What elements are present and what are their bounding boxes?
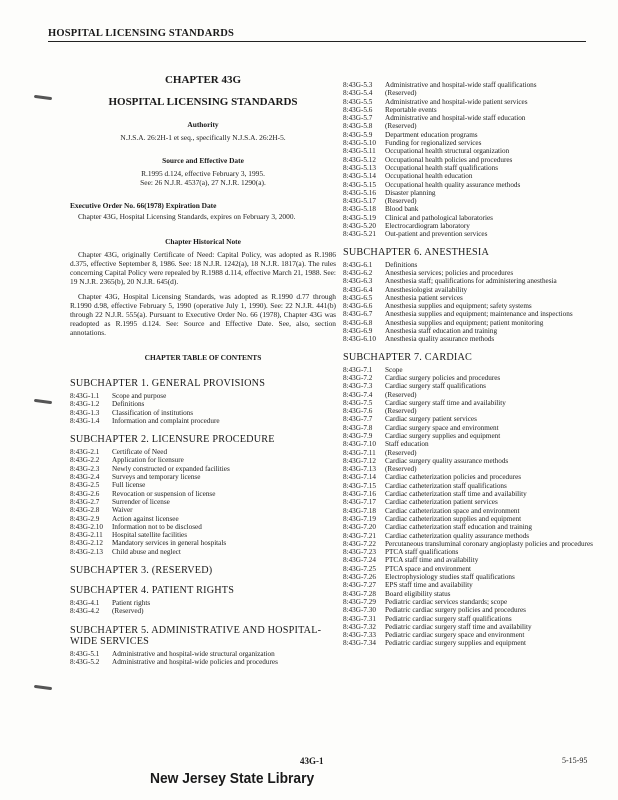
section-number: 8:43G-5.16 xyxy=(343,188,376,197)
toc-entry xyxy=(343,197,608,205)
section-number: 8:43G-2.6 xyxy=(70,489,100,498)
subchapter-heading: SUBCHAPTER 2. LICENSURE PROCEDURE xyxy=(70,434,275,446)
section-title: Classification of institutions xyxy=(112,408,194,417)
section-number: 8:43G-6.9 xyxy=(343,327,373,336)
toc-entry xyxy=(343,310,608,318)
section-title: (Reserved) xyxy=(385,122,417,131)
section-number: 8:43G-2.10 xyxy=(70,522,103,531)
section-title: Administrative and hospital-wide patient services xyxy=(385,97,528,106)
section-number: 8:43G-7.14 xyxy=(343,473,376,482)
section-number: 8:43G-6.10 xyxy=(343,335,376,344)
section-title: (Reserved) xyxy=(385,448,417,457)
toc-entry xyxy=(343,294,608,302)
section-title: Cardiac catheterization patient services xyxy=(385,498,498,507)
section-number: 8:43G-2.7 xyxy=(70,497,100,506)
toc-entry xyxy=(70,417,336,425)
section-number: 8:43G-7.1 xyxy=(343,365,373,374)
section-number: 8:43G-1.4 xyxy=(70,416,100,425)
section-number: 8:43G-2.5 xyxy=(70,481,100,490)
toc-entry xyxy=(343,366,608,374)
toc-entry xyxy=(343,473,608,481)
section-number: 8:43G-7.31 xyxy=(343,614,376,623)
page-number: 43G-1 xyxy=(300,756,324,766)
toc-entry xyxy=(70,523,336,531)
toc-entry xyxy=(343,498,608,506)
section-number: 8:43G-5.20 xyxy=(343,222,376,231)
section-number: 8:43G-5.17 xyxy=(343,197,376,206)
toc-entry xyxy=(343,581,608,589)
section-number: 8:43G-7.2 xyxy=(343,373,373,382)
section-number: 8:43G-7.6 xyxy=(343,407,373,416)
section-title: Administrative and hospital-wide structural organization xyxy=(112,649,275,658)
toc-entry xyxy=(343,615,608,623)
margin-mark xyxy=(34,95,52,100)
section-title: PTCA space and environment xyxy=(385,564,472,573)
toc-entry xyxy=(343,573,608,581)
section-number: 8:43G-7.29 xyxy=(343,597,376,606)
section-title: Anesthesia staff education and training xyxy=(385,327,498,336)
section-title: (Reserved) xyxy=(385,390,417,399)
toc-entry xyxy=(343,407,608,415)
toc-entry xyxy=(343,269,608,277)
executive-order-text: Chapter 43G, Hospital Licensing Standards, expires on February 3, 2000. xyxy=(78,212,296,221)
toc-entry xyxy=(70,506,336,514)
section-title: Administrative and hospital-wide staff qualifications xyxy=(385,81,537,89)
section-number: 8:43G-6.7 xyxy=(343,310,373,319)
toc-entry xyxy=(343,81,608,89)
page-date: 5-15-95 xyxy=(562,756,588,765)
toc-entry xyxy=(70,548,336,556)
section-number: 8:43G-5.18 xyxy=(343,205,376,214)
section-number: 8:43G-7.10 xyxy=(343,440,376,449)
section-number: 8:43G-7.23 xyxy=(343,548,376,557)
section-number: 8:43G-5.10 xyxy=(343,139,376,148)
toc-entry xyxy=(70,539,336,547)
right-column xyxy=(343,81,608,648)
executive-order-heading: Executive Order No. 66(1978) Expiration Date xyxy=(70,201,217,210)
section-number: 8:43G-7.33 xyxy=(343,631,376,640)
section-title: (Reserved) xyxy=(112,607,144,616)
source-line-1: R.1995 d.124, effective February 3, 1995. xyxy=(141,169,265,178)
section-title: Pediatric cardiac surgery space and environment xyxy=(385,631,525,640)
subchapter-heading: SUBCHAPTER 3. (RESERVED) xyxy=(70,565,213,577)
section-number: 8:43G-7.7 xyxy=(343,415,373,424)
toc-entry xyxy=(343,532,608,540)
section-title: Anesthesiologist availability xyxy=(385,285,468,294)
section-number: 8:43G-5.5 xyxy=(343,97,373,106)
section-title: Surveys and temporary license xyxy=(112,473,201,482)
toc-entry xyxy=(343,106,608,114)
section-title: Mandatory services in general hospitals xyxy=(112,539,227,548)
historical-note-p2: Chapter 43G, Hospital Licensing Standards, was adopted as R.1990 d.77 through R.1990 d.98, effective February 5, 1990 (operative July 1, 1990). See: 22 N.J.R. 441(b) through 22 N.J.R. 555(a). Pursuant to Executive Order No. 66 (1978), Chapter 43G was readopted as R.1995 d.124. See: Source and Effective Date. See, also, section annotations. xyxy=(70,292,336,337)
section-number: 8:43G-5.1 xyxy=(70,649,100,658)
section-number: 8:43G-7.8 xyxy=(343,423,373,432)
section-title: Staff education xyxy=(385,440,429,449)
section-number: 8:43G-5.3 xyxy=(343,81,373,89)
section-number: 8:43G-2.12 xyxy=(70,539,103,548)
section-number: 8:43G-2.1 xyxy=(70,448,100,457)
section-title: Pediatric cardiac surgery staff qualifications xyxy=(385,614,512,623)
section-number: 8:43G-7.21 xyxy=(343,531,376,540)
section-title: Anesthesia patient services xyxy=(385,293,463,302)
toc-entry xyxy=(343,548,608,556)
toc-entry xyxy=(70,498,336,506)
section-title: Board eligibility status xyxy=(385,589,451,598)
section-number: 8:43G-2.8 xyxy=(70,506,100,515)
toc-entry xyxy=(343,598,608,606)
toc-entry xyxy=(70,456,336,464)
toc-entry xyxy=(343,214,608,222)
toc-entry xyxy=(343,205,608,213)
section-title: Information not to be disclosed xyxy=(112,522,202,531)
source-line-2: See: 26 N.J.R. 4537(a), 27 N.J.R. 1290(a). xyxy=(140,178,266,187)
section-title: (Reserved) xyxy=(385,197,417,206)
toc-entry xyxy=(343,399,608,407)
toc-entry xyxy=(343,465,608,473)
section-number: 8:43G-7.16 xyxy=(343,490,376,499)
section-title: Anesthesia services; policies and procedures xyxy=(385,268,514,277)
section-title: Hospital satellite facilities xyxy=(112,531,188,540)
section-number: 8:43G-6.3 xyxy=(343,277,373,286)
section-number: 8:43G-2.9 xyxy=(70,514,100,523)
section-number: 8:43G-7.24 xyxy=(343,556,376,565)
section-title: EPS staff time and availability xyxy=(385,581,473,590)
toc-entry xyxy=(343,590,608,598)
section-number: 8:43G-2.2 xyxy=(70,456,100,465)
section-title: Cardiac catheterization space and environment xyxy=(385,506,520,515)
section-title: Administrative and hospital-wide policies and procedures xyxy=(112,657,278,666)
toc-entry xyxy=(70,515,336,523)
section-title: Cardiac catheterization supplies and equipment xyxy=(385,514,522,523)
section-title: Department education programs xyxy=(385,130,478,139)
section-number: 8:43G-7.27 xyxy=(343,581,376,590)
section-title: Cardiac surgery supplies and equipment xyxy=(385,431,501,440)
section-number: 8:43G-5.9 xyxy=(343,130,373,139)
section-title: Cardiac surgery patient services xyxy=(385,415,477,424)
toc-entry xyxy=(343,490,608,498)
subchapter-heading: SUBCHAPTER 7. CARDIAC xyxy=(343,351,473,363)
section-title: Revocation or suspension of license xyxy=(112,489,216,498)
toc-entry xyxy=(343,382,608,390)
source-heading: Source and Effective Date xyxy=(162,156,244,165)
section-number: 8:43G-6.6 xyxy=(343,302,373,311)
section-title: Cardiac surgery space and environment xyxy=(385,423,499,432)
toc-entry xyxy=(343,89,608,97)
section-title: Action against licensee xyxy=(112,514,179,523)
section-number: 8:43G-5.2 xyxy=(70,657,100,666)
section-number: 8:43G-5.11 xyxy=(343,147,376,156)
toc-entry xyxy=(70,481,336,489)
section-title: Blood bank xyxy=(385,205,419,214)
section-title: Certificate of Need xyxy=(112,448,168,457)
section-number: 8:43G-1.3 xyxy=(70,408,100,417)
section-number: 8:43G-7.12 xyxy=(343,456,376,465)
section-title: Child abuse and neglect xyxy=(112,547,181,556)
section-title: Surrender of license xyxy=(112,497,170,506)
toc-entry xyxy=(343,623,608,631)
section-title: Full license xyxy=(112,481,146,490)
section-number: 8:43G-5.12 xyxy=(343,155,376,164)
section-title: Funding for regionalized services xyxy=(385,139,482,148)
toc-entry xyxy=(343,147,608,155)
section-number: 8:43G-7.28 xyxy=(343,589,376,598)
section-title: (Reserved) xyxy=(385,89,417,98)
section-title: Occupational health quality assurance methods xyxy=(385,180,521,189)
section-title: Application for licensure xyxy=(112,456,184,465)
section-title: Anesthesia supplies and equipment; patient monitoring xyxy=(385,318,544,327)
toc-entry xyxy=(343,540,608,548)
running-header: HOSPITAL LICENSING STANDARDS xyxy=(48,28,235,39)
left-toc xyxy=(70,378,336,666)
section-title: Electrocardiogram laboratory xyxy=(385,222,470,231)
section-number: 8:43G-5.4 xyxy=(343,89,373,98)
toc-entry xyxy=(70,599,336,607)
toc-entry xyxy=(343,565,608,573)
section-title: Clinical and pathological laboratories xyxy=(385,213,493,222)
section-number: 8:43G-6.2 xyxy=(343,268,373,277)
section-title: (Reserved) xyxy=(385,465,417,474)
section-number: 8:43G-7.32 xyxy=(343,622,376,631)
toc-entry xyxy=(343,172,608,180)
section-title: Pediatric cardiac services standards; scope xyxy=(385,597,508,606)
section-title: PTCA staff time and availability xyxy=(385,556,479,565)
section-title: Newly constructed or expanded facilities xyxy=(112,464,230,473)
section-number: 8:43G-1.1 xyxy=(70,392,100,400)
section-title: Electrophysiology studies staff qualifications xyxy=(385,573,515,582)
section-number: 8:43G-5.15 xyxy=(343,180,376,189)
section-title: Anesthesia supplies and equipment; safety systems xyxy=(385,302,532,311)
section-number: 8:43G-7.5 xyxy=(343,398,373,407)
section-title: Cardiac catheterization quality assurance methods xyxy=(385,531,530,540)
section-title: Out-patient and prevention services xyxy=(385,230,488,239)
section-number: 8:43G-2.13 xyxy=(70,547,103,556)
section-number: 8:43G-7.22 xyxy=(343,539,376,548)
right-toc xyxy=(343,247,608,648)
section-number: 8:43G-7.25 xyxy=(343,564,376,573)
section-number: 8:43G-6.4 xyxy=(343,285,373,294)
toc-entry xyxy=(343,302,608,310)
section-title: Occupational health education xyxy=(385,172,473,181)
toc-entry xyxy=(70,409,336,417)
section-title: Cardiac catheterization staff education and training xyxy=(385,523,532,532)
section-number: 8:43G-5.14 xyxy=(343,172,376,181)
toc-entry xyxy=(343,449,608,457)
library-stamp: New Jersey State Library xyxy=(150,770,315,787)
left-column xyxy=(70,74,336,666)
section-title: Anesthesia supplies and equipment; maintenance and inspections xyxy=(385,310,573,319)
section-title: Occupational health policies and procedures xyxy=(385,155,513,164)
toc-entry xyxy=(70,658,336,666)
toc-entry xyxy=(70,607,336,615)
section-number: 8:43G-7.9 xyxy=(343,431,373,440)
historical-note-p1: Chapter 43G, originally Certificate of Need: Capital Policy, was adopted as R.1986 d.375, effective September 8, 1986. See: 18 N.J.R. 1242(a), 18 N.J.R. 1817(a). The rules concerning Capital Policy were repealed by R.1988 d.114, effective March 21, 1988. See: 19 N.J.R. 2365(b), 20 N.J.R. 645(d). xyxy=(70,250,336,286)
toc-entry xyxy=(343,319,608,327)
section-number: 8:43G-5.21 xyxy=(343,230,376,239)
section-title: Definitions xyxy=(112,400,145,409)
section-title: PTCA staff qualifications xyxy=(385,548,459,557)
section-number: 8:43G-4.1 xyxy=(70,599,100,608)
historical-note-heading: Chapter Historical Note xyxy=(165,237,241,246)
toc-entry xyxy=(343,181,608,189)
subchapter-heading: SUBCHAPTER 5. ADMINISTRATIVE AND HOSPITAL-WIDE SERVICES xyxy=(70,624,322,647)
toc-entry xyxy=(343,230,608,238)
toc-entry xyxy=(343,139,608,147)
toc-entry xyxy=(343,374,608,382)
authority-heading: Authority xyxy=(187,120,219,129)
section-number: 8:43G-7.20 xyxy=(343,523,376,532)
toc-heading: CHAPTER TABLE OF CONTENTS xyxy=(144,353,262,362)
toc-entry xyxy=(343,98,608,106)
section-title: Percutaneous transluminal coronary angioplasty policies and procedures xyxy=(385,539,593,548)
toc-entry xyxy=(343,515,608,523)
section-number: 8:43G-7.26 xyxy=(343,573,376,582)
section-number: 8:43G-4.2 xyxy=(70,607,100,616)
section-title: Scope and purpose xyxy=(112,392,167,400)
chapter-title: HOSPITAL LICENSING STANDARDS xyxy=(108,96,298,108)
section-title: Occupational health structural organization xyxy=(385,147,510,156)
toc-entry xyxy=(70,392,336,400)
toc-entry xyxy=(343,482,608,490)
section-number: 8:43G-1.2 xyxy=(70,400,100,409)
section-title: Cardiac catheterization staff time and availability xyxy=(385,490,527,499)
section-number: 8:43G-2.3 xyxy=(70,464,100,473)
subchapter-heading: SUBCHAPTER 4. PATIENT RIGHTS xyxy=(70,585,235,597)
section-number: 8:43G-2.11 xyxy=(70,531,103,540)
section-title: Cardiac surgery staff time and availability xyxy=(385,398,506,407)
toc-entry xyxy=(343,189,608,197)
section-number: 8:43G-7.30 xyxy=(343,606,376,615)
section-number: 8:43G-5.7 xyxy=(343,114,373,123)
section-title: Cardiac catheterization policies and procedures xyxy=(385,473,522,482)
toc-entry xyxy=(343,335,608,343)
section-number: 8:43G-2.4 xyxy=(70,473,100,482)
section-number: 8:43G-7.34 xyxy=(343,639,376,648)
section-number: 8:43G-7.18 xyxy=(343,506,376,515)
toc-entry xyxy=(343,507,608,515)
header-rule xyxy=(48,41,586,42)
section-number: 8:43G-6.1 xyxy=(343,260,373,269)
toc-entry xyxy=(343,156,608,164)
section-title: Pediatric cardiac surgery policies and procedures xyxy=(385,606,526,615)
toc-entry xyxy=(343,556,608,564)
section-number: 8:43G-5.8 xyxy=(343,122,373,131)
toc-entry xyxy=(343,222,608,230)
section-number: 8:43G-7.4 xyxy=(343,390,373,399)
toc-entry xyxy=(343,114,608,122)
section-number: 8:43G-7.13 xyxy=(343,465,376,474)
toc-entry xyxy=(343,639,608,647)
toc-entry xyxy=(70,400,336,408)
section-title: Waiver xyxy=(112,506,133,515)
toc-entry xyxy=(343,415,608,423)
section-title: (Reserved) xyxy=(385,407,417,416)
section-title: Occupational health staff qualifications xyxy=(385,163,499,172)
section-title: Definitions xyxy=(385,260,418,269)
section-number: 8:43G-7.3 xyxy=(343,382,373,391)
toc-entry xyxy=(343,432,608,440)
toc-entry xyxy=(70,465,336,473)
section-title: Cardiac catheterization staff qualifications xyxy=(385,481,507,490)
toc-entry xyxy=(343,122,608,130)
toc-entry xyxy=(343,440,608,448)
section-number: 8:43G-6.8 xyxy=(343,318,373,327)
section-title: Cardiac surgery staff qualifications xyxy=(385,382,486,391)
toc-entry xyxy=(343,164,608,172)
margin-mark xyxy=(34,685,52,690)
toc-entry xyxy=(343,631,608,639)
right-toc-continued xyxy=(343,81,608,239)
subchapter-heading: SUBCHAPTER 1. GENERAL PROVISIONS xyxy=(70,378,266,389)
section-title: Patient rights xyxy=(112,599,151,608)
toc-entry xyxy=(343,391,608,399)
toc-entry xyxy=(343,523,608,531)
toc-entry xyxy=(70,473,336,481)
margin-mark xyxy=(34,399,52,404)
toc-entry xyxy=(343,457,608,465)
toc-entry xyxy=(70,448,336,456)
section-title: Anesthesia quality assurance methods xyxy=(385,335,495,344)
section-title: Disaster planning xyxy=(385,188,436,197)
section-number: 8:43G-7.15 xyxy=(343,481,376,490)
toc-entry xyxy=(70,531,336,539)
section-number: 8:43G-7.11 xyxy=(343,448,376,457)
toc-entry xyxy=(343,327,608,335)
section-title: Pediatric cardiac surgery staff time and availability xyxy=(385,622,532,631)
toc-entry xyxy=(343,606,608,614)
section-number: 8:43G-5.19 xyxy=(343,213,376,222)
section-number: 8:43G-6.5 xyxy=(343,293,373,302)
section-title: Scope xyxy=(385,365,403,374)
toc-entry xyxy=(70,490,336,498)
toc-entry xyxy=(343,286,608,294)
section-title: Information and complaint procedure xyxy=(112,416,220,425)
section-number: 8:43G-7.19 xyxy=(343,514,376,523)
subchapter-heading: SUBCHAPTER 6. ANESTHESIA xyxy=(343,246,490,258)
authority-text: N.J.S.A. 26:2H-1 et seq., specifically N.J.S.A. 26:2H-5. xyxy=(120,133,286,142)
section-title: Anesthesia staff; qualifications for administering anesthesia xyxy=(385,277,557,286)
toc-entry xyxy=(343,424,608,432)
section-number: 8:43G-7.17 xyxy=(343,498,376,507)
toc-entry xyxy=(343,131,608,139)
toc-entry xyxy=(70,650,336,658)
section-number: 8:43G-5.13 xyxy=(343,163,376,172)
section-number: 8:43G-5.6 xyxy=(343,105,373,114)
section-title: Pediatric cardiac surgery supplies and equipment xyxy=(385,639,526,648)
section-title: Cardiac surgery policies and procedures xyxy=(385,373,501,382)
toc-entry xyxy=(343,261,608,269)
section-title: Reportable events xyxy=(385,105,437,114)
toc-entry xyxy=(343,277,608,285)
section-title: Administrative and hospital-wide staff education xyxy=(385,114,526,123)
section-title: Cardiac surgery quality assurance methods xyxy=(385,456,509,465)
chapter-number: CHAPTER 43G xyxy=(164,74,242,86)
